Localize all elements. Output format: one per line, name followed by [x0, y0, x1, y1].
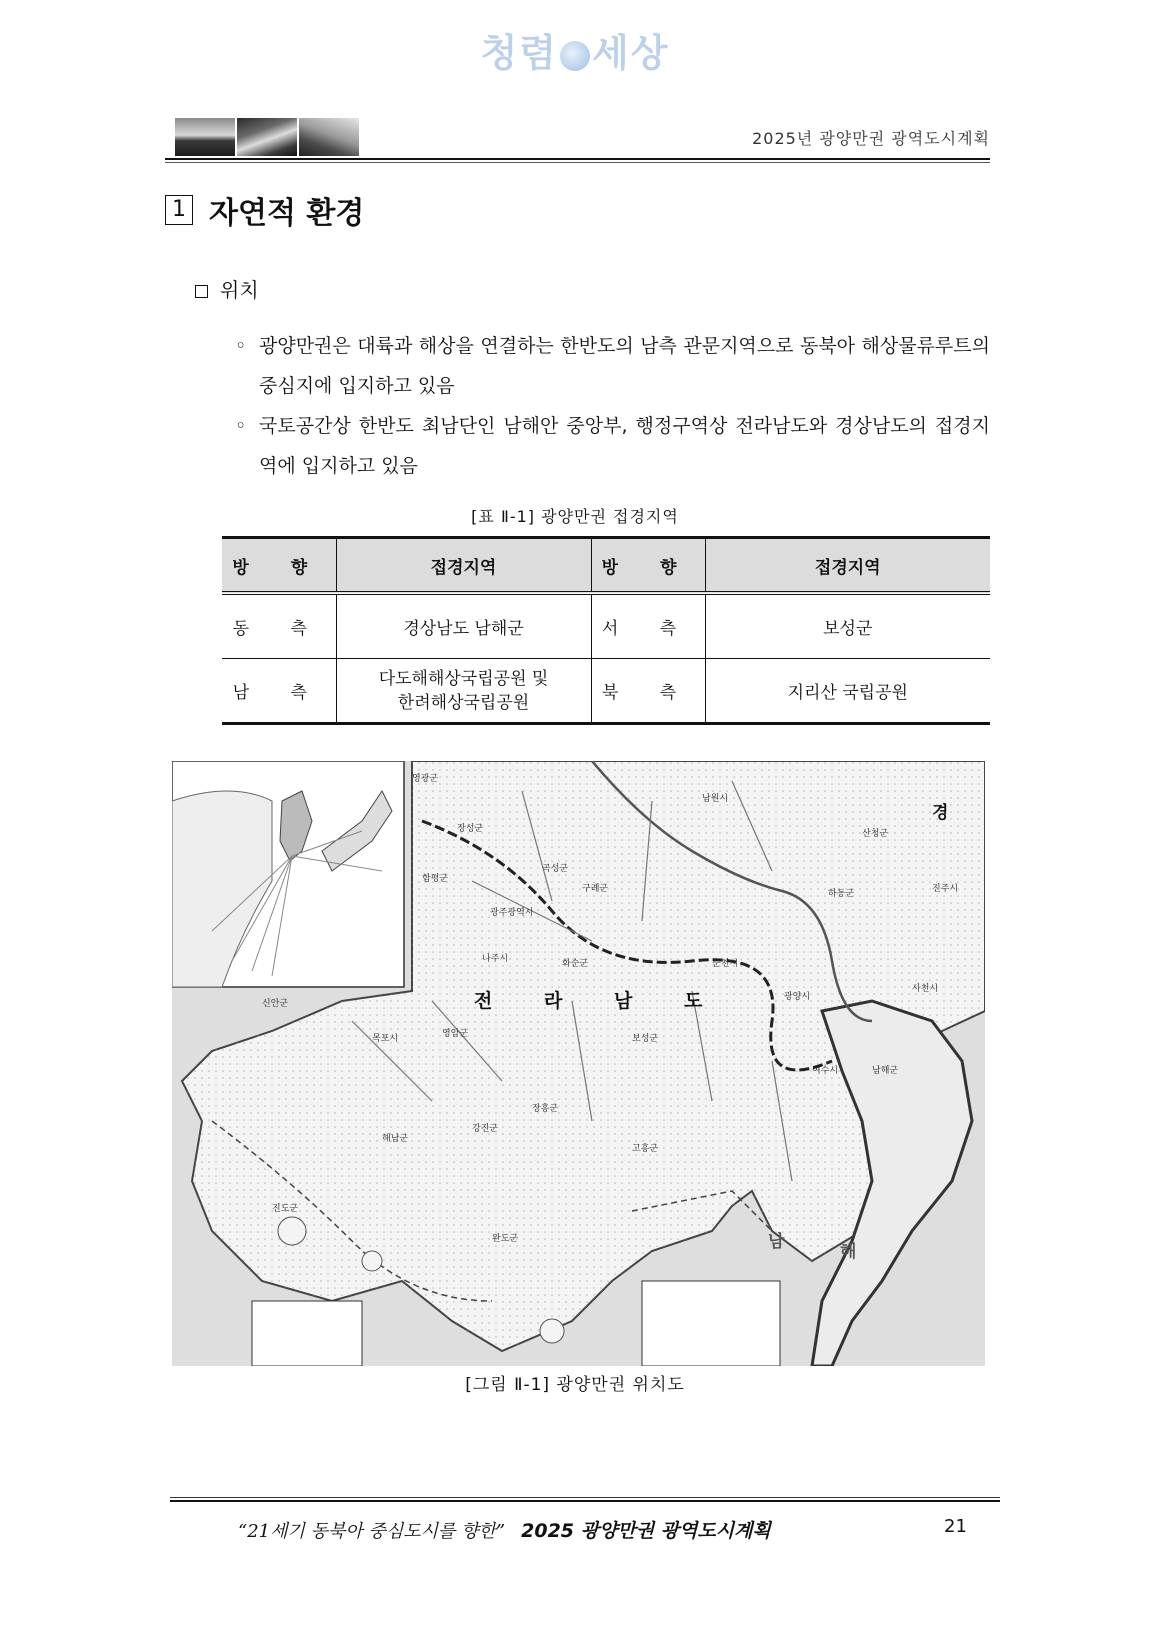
table-row	[222, 659, 990, 724]
map-city-label: 화순군	[562, 959, 589, 969]
header-rule	[165, 158, 990, 160]
map-city-label: 순천시	[712, 959, 739, 969]
page-number: 21	[944, 1516, 967, 1537]
map-label-region: 도	[684, 990, 703, 1012]
watermark-right: 세상	[592, 31, 670, 75]
header-photo-3	[299, 118, 359, 156]
map-city-label: 완도군	[492, 1234, 519, 1244]
map-city-label: 고흥군	[632, 1144, 659, 1154]
section-heading	[165, 188, 364, 232]
globe-icon	[560, 41, 590, 71]
table-cell: 남 측	[222, 659, 336, 724]
map-city-label: 신안군	[262, 999, 289, 1009]
table-cell: 보성군	[705, 593, 990, 659]
map-city-label: 영암군	[442, 1029, 469, 1039]
header-rule-thin	[165, 162, 990, 163]
footer-title: 2025 광양만권 광역도시계획	[521, 1520, 771, 1542]
map-city-label: 광양시	[784, 992, 811, 1002]
map-label-region: 전	[474, 990, 493, 1012]
map-city-label: 진주시	[932, 884, 959, 894]
map-city-label: 장흥군	[532, 1104, 559, 1114]
map-city-label: 광주광역시	[490, 908, 534, 918]
map-city-label: 강진군	[472, 1124, 499, 1134]
map-city-label: 남해군	[872, 1066, 899, 1076]
table-cell: 경상남도 남해군	[336, 593, 591, 659]
map-label-region: 라	[544, 990, 563, 1012]
map-city-label: 사천시	[912, 984, 939, 994]
subsection-title: 위치	[220, 278, 259, 302]
header-photo-strip	[175, 118, 359, 156]
map-city-label: 하동군	[828, 889, 855, 899]
bullet-item-1	[235, 326, 990, 406]
map-city-label: 보성군	[632, 1034, 659, 1044]
watermark	[0, 22, 1150, 77]
table-header-cell: 방 향	[222, 538, 336, 594]
table-header-row	[222, 538, 990, 594]
table-cell: 북 측	[591, 659, 705, 724]
table-row	[222, 593, 990, 659]
location-map	[172, 761, 985, 1366]
footer-text	[238, 1516, 771, 1543]
table-cell: 지리산 국립공원	[705, 659, 990, 724]
table-cell: 동 측	[222, 593, 336, 659]
map-city-label: 목포시	[372, 1034, 399, 1044]
border-region-table	[222, 536, 990, 725]
table-header-cell: 접경지역	[705, 538, 990, 594]
map-label-sea: 해	[840, 1242, 857, 1262]
map-city-label: 구례군	[582, 884, 609, 894]
figure-caption: [그림 Ⅱ-1] 광양만권 위치도	[465, 1375, 685, 1395]
section-number: 1	[165, 195, 193, 225]
map-city-label: 영광군	[412, 774, 439, 784]
map-city-label: 나주시	[482, 954, 509, 964]
footer-rule-thin	[170, 1497, 1000, 1498]
bullet-icon: ◦	[235, 335, 247, 357]
table-header-cell: 방 향	[591, 538, 705, 594]
map-label-region: 남	[614, 990, 633, 1012]
map-label-gyeong: 경	[932, 803, 949, 823]
table-caption: [표 Ⅱ-1] 광양만권 접경지역	[471, 507, 679, 526]
section-title: 자연적 환경	[209, 196, 365, 231]
inset-box-left	[252, 1301, 362, 1366]
map-label-sea: 남	[768, 1232, 785, 1252]
header-title: 2025년 광양만권 광역도시계획	[752, 129, 990, 148]
table-cell: 서 측	[591, 593, 705, 659]
map-city-label: 곡성군	[542, 864, 569, 874]
checkbox-bullet-icon	[195, 285, 208, 298]
map-city-label: 남원시	[702, 794, 729, 804]
inset-box-right	[642, 1281, 780, 1366]
footer-quote: “21세기 동북아 중심도시를 향한”	[238, 1521, 506, 1542]
table-header-cell: 접경지역	[336, 538, 591, 594]
map-city-label: 함평군	[422, 874, 449, 884]
map-city-label: 진도군	[272, 1204, 299, 1214]
table-cell: 다도해해상국립공원 및 한려해상국립공원	[336, 659, 591, 724]
subsection-heading	[195, 274, 259, 303]
footer-rule	[170, 1500, 1000, 1502]
watermark-left: 청렴	[480, 31, 558, 75]
map-city-label: 여수시	[812, 1066, 839, 1076]
header-photo-2	[237, 118, 297, 156]
map-city-label: 산청군	[862, 829, 889, 839]
bullet-icon: ◦	[235, 415, 247, 437]
header-photo-1	[175, 118, 235, 156]
map-city-label: 해남군	[382, 1134, 409, 1144]
bullet-text: 국토공간상 한반도 최남단인 남해안 중앙부, 행정구역상 전라남도와 경상남도의 접경지역에 입지하고 있음	[259, 415, 990, 477]
bullet-text: 광양만권은 대륙과 해상을 연결하는 한반도의 남측 관문지역으로 동북아 해상물류루트의 중심지에 입지하고 있음	[259, 335, 990, 397]
bullet-item-2	[235, 406, 990, 486]
map-city-label: 장성군	[457, 824, 484, 834]
